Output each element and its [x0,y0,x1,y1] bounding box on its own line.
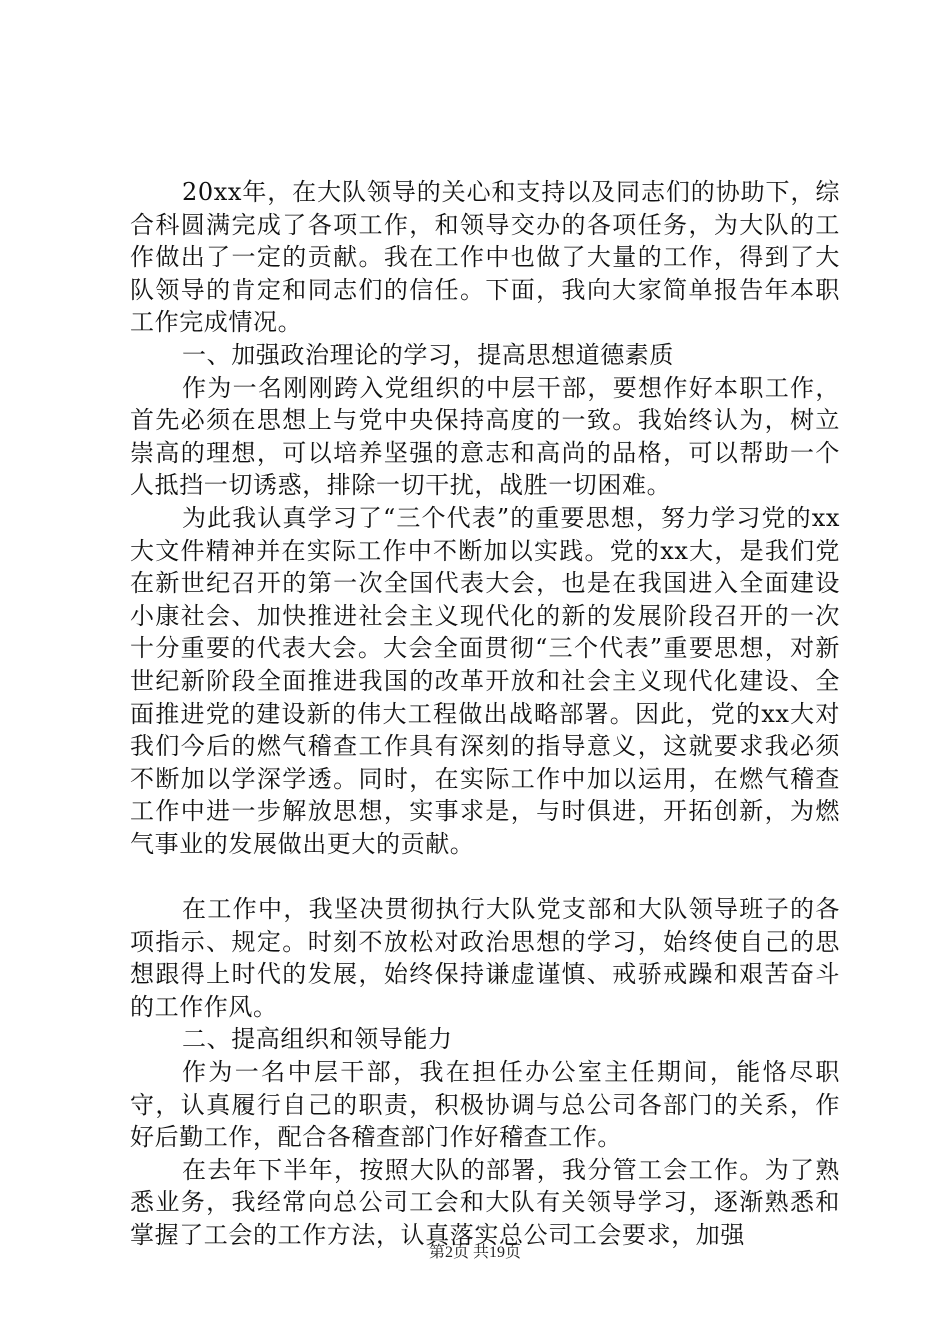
paragraph-union-work: 在去年下半年，按照大队的部署，我分管工会工作。为了熟悉业务，我经常向总公司工会和大队有关领导学习，逐渐熟悉和掌握了工会的工作方法，认真落实总公司工会要求，加强 [130,1155,840,1249]
section-heading-2: 二、提高组织和领导能力 [182,1025,453,1054]
section-heading-1: 一、加强政治理论的学习，提高思想道德素质 [182,340,674,369]
paragraph-three-represents: 为此我认真学习了“三个代表”的重要思想，努力学习党的xx大文件精神并在实际工作中不断加以实践。党的xx大，是我们党在新世纪召开的第一次全国代表大会，也是在我国进入全面建设小康社会、加快推进社会主义现代化的新的发展阶段召开的一次十分重要的代表大会。大会全面贯彻“三个代表”重要思想，对新世纪新阶段全面推进我国的改革开放和社会主义现代化建设、全面推进党的建设新的伟大工程做出战略部署。因此，党的xx大对我们今后的燃气稽查工作具有深刻的指导意义，这就要求我必须不断加以学深学透。同时，在实际工作中加以运用，在燃气稽查工作中进一步解放思想，实事求是，与时俱进，开拓创新，为燃气事业的发展做出更大的贡献。 [130,503,840,858]
paragraph-office-director: 作为一名中层干部，我在担任办公室主任期间，能恪尽职守，认真履行自己的职责，积极协调与总公司各部门的关系，作好后勤工作，配合各稽查部门作好稽查工作。 [130,1058,840,1152]
document-body [130,176,840,1252]
page-number-footer: 第2页 共19页 [428,1244,521,1261]
paragraph-work-style: 在工作中，我坚决贯彻执行大队党支部和大队领导班子的各项指示、规定。时刻不放松对政治思想的学习，始终使自己的思想跟得上时代的发展，始终保持谦虚谨慎、戒骄戒躁和艰苦奋斗的工作作风。 [130,895,840,1021]
paragraph-spacer [130,860,840,893]
paragraph-intro: 20xx年，在大队领导的关心和支持以及同志们的协助下，综合科圆满完成了各项工作，和领导交办的各项任务，为大队的工作做出了一定的贡献。我在工作中也做了大量的工作，得到了大队领导的肯定和同志们的信任。下面，我向大家简单报告年本职工作完成情况。 [130,178,840,337]
paragraph-political-study: 作为一名刚刚跨入党组织的中层干部，要想作好本职工作，首先必须在思想上与党中央保持高度的一致。我始终认为，树立崇高的理想，可以培养坚强的意志和高尚的品格，可以帮助一个人抵挡一切诱惑，排除一切干扰，战胜一切困难。 [130,373,840,500]
